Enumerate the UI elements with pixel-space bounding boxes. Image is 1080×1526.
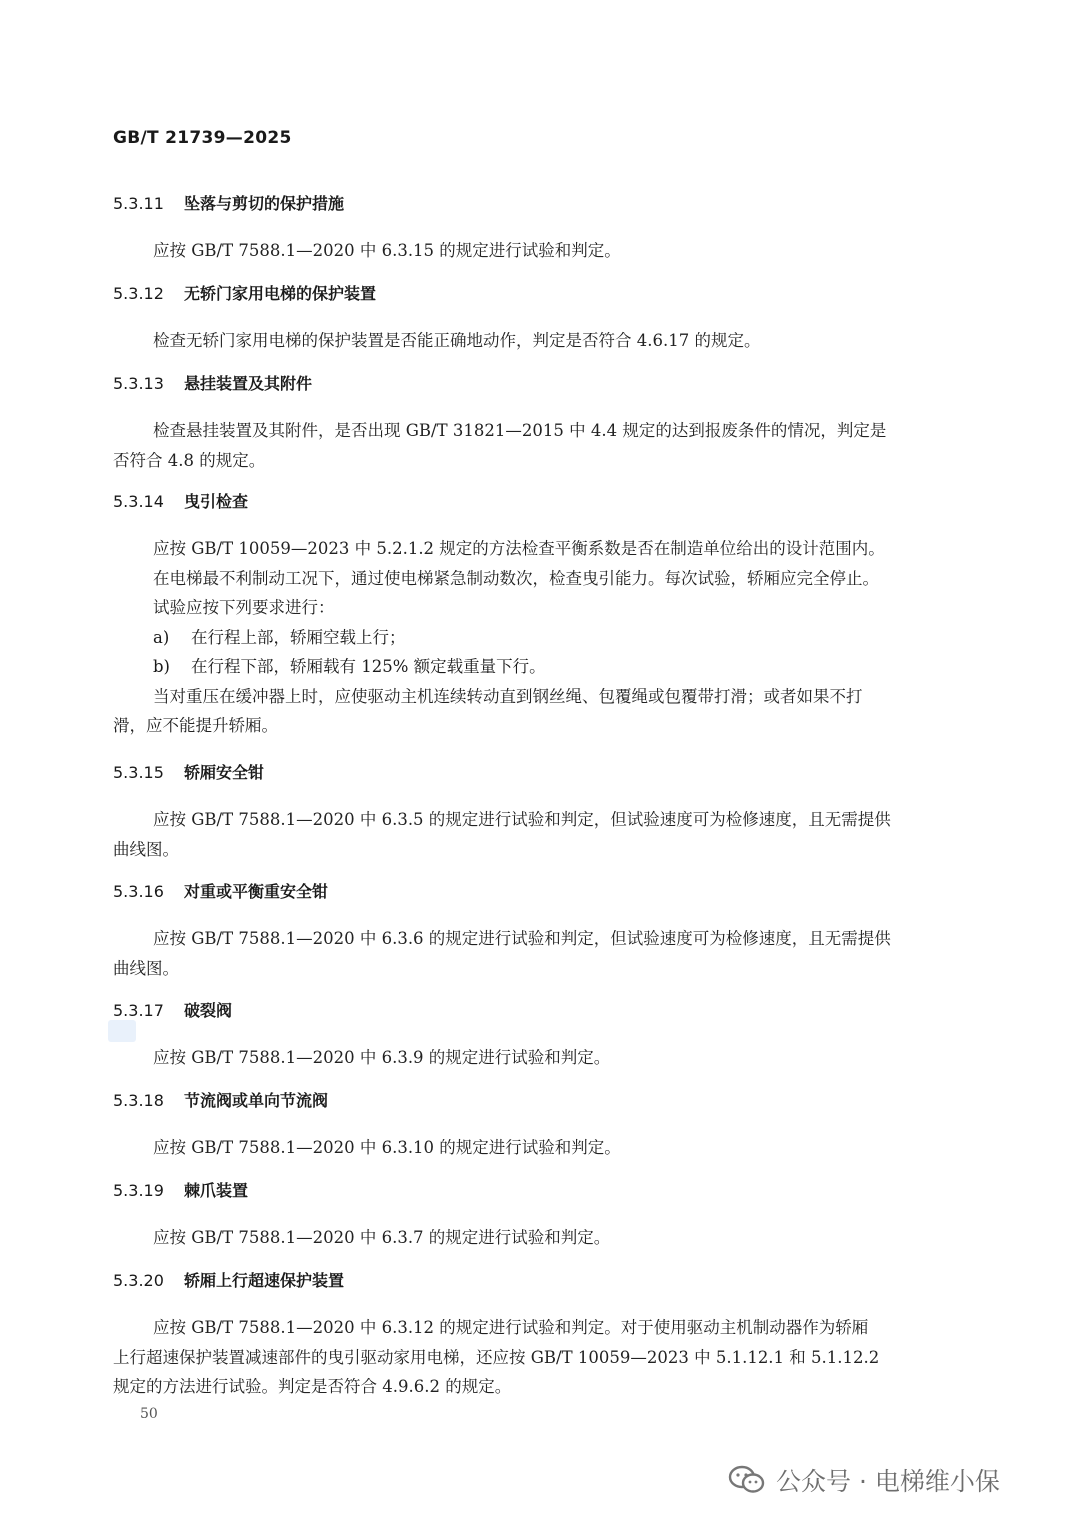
section-title: 坠落与剪切的保护措施 bbox=[184, 194, 345, 213]
section-5-3-14 bbox=[113, 490, 963, 741]
section-heading bbox=[113, 999, 963, 1023]
paragraph-continuation: 规定的方法进行试验。判定是否符合 4.9.6.2 的规定。 bbox=[113, 1377, 512, 1396]
section-heading bbox=[113, 372, 963, 396]
section-5-3-11 bbox=[113, 192, 963, 266]
section-heading bbox=[113, 761, 963, 785]
paragraph-continuation: 滑，应不能提升轿厢。 bbox=[113, 716, 278, 735]
section-5-3-18 bbox=[113, 1089, 963, 1163]
section-number: 5.3.11 bbox=[113, 194, 164, 213]
section-number: 5.3.20 bbox=[113, 1271, 164, 1290]
section-title: 轿厢上行超速保护装置 bbox=[184, 1271, 345, 1290]
paragraph-continuation: 上行超速保护装置减速部件的曳引驱动家用电梯，还应按 GB/T 10059—2023 中 5.1.12.1 和 5.1.12.2 bbox=[113, 1347, 880, 1367]
list-text: 在行程下部，轿厢载有 125% 额定载重量下行。 bbox=[191, 657, 546, 676]
section-heading bbox=[113, 1089, 963, 1113]
paragraph: 应按 GB/T 7588.1—2020 中 6.3.7 的规定进行试验和判定。 bbox=[153, 1228, 611, 1247]
paragraph-continuation: 曲线图。 bbox=[113, 958, 179, 978]
wechat-account-label: 公众号 · 电梯维小保 bbox=[776, 1467, 1000, 1496]
paragraph-continuation: 曲线图。 bbox=[113, 839, 179, 859]
section-title: 节流阀或单向节流阀 bbox=[184, 1091, 329, 1110]
paragraph: 应按 GB/T 7588.1—2020 中 6.3.10 的规定进行试验和判定。 bbox=[153, 1138, 621, 1157]
section-heading bbox=[113, 880, 963, 904]
section-title: 曳引检查 bbox=[184, 492, 249, 511]
section-5-3-20 bbox=[113, 1269, 963, 1402]
section-heading bbox=[113, 1179, 963, 1203]
section-number: 5.3.17 bbox=[113, 1001, 164, 1020]
page-number: 50 bbox=[140, 1406, 158, 1422]
section-number: 5.3.19 bbox=[113, 1181, 164, 1200]
section-5-3-12 bbox=[113, 282, 963, 356]
section-heading bbox=[113, 1269, 963, 1293]
section-title: 轿厢安全钳 bbox=[184, 763, 265, 782]
section-number: 5.3.16 bbox=[113, 882, 164, 901]
paragraph: 试验应按下列要求进行： bbox=[153, 598, 335, 617]
section-heading bbox=[113, 282, 963, 306]
section-5-3-19 bbox=[113, 1179, 963, 1253]
section-5-3-13 bbox=[113, 372, 963, 475]
section-5-3-15 bbox=[113, 761, 963, 864]
section-title: 悬挂装置及其附件 bbox=[184, 374, 313, 393]
standard-code: GB/T 21739—2025 bbox=[113, 128, 292, 148]
paragraph: 在电梯最不利制动工况下，通过使电梯紧急制动数次，检查曳引能力。每次试验，轿厢应完全停止。 bbox=[153, 568, 879, 588]
paragraph: 应按 GB/T 10059—2023 中 5.2.1.2 规定的方法检查平衡系数是否在制造单位给出的设计范围内。 bbox=[153, 539, 885, 558]
section-title: 无轿门家用电梯的保护装置 bbox=[184, 284, 377, 303]
wechat-icon bbox=[728, 1464, 766, 1496]
list-item bbox=[113, 623, 963, 653]
paragraph-continuation: 否符合 4.8 的规定。 bbox=[113, 450, 266, 470]
paragraph: 应按 GB/T 7588.1—2020 中 6.3.5 的规定进行试验和判定，但试验速度可为检修速度，且无需提供 bbox=[153, 810, 891, 829]
section-title: 棘爪装置 bbox=[184, 1181, 249, 1200]
section-title: 对重或平衡重安全钳 bbox=[184, 882, 329, 901]
section-title: 破裂阀 bbox=[184, 1001, 233, 1020]
paragraph: 当对重压在缓冲器上时，应使驱动主机连续转动直到钢丝绳、包覆绳或包覆带打滑；或者如果不打 bbox=[153, 686, 863, 706]
section-number: 5.3.12 bbox=[113, 284, 164, 303]
section-number: 5.3.14 bbox=[113, 492, 164, 511]
paragraph: 应按 GB/T 7588.1—2020 中 6.3.6 的规定进行试验和判定，但试验速度可为检修速度，且无需提供 bbox=[153, 929, 891, 948]
wechat-watermark bbox=[728, 1462, 1000, 1498]
paragraph: 应按 GB/T 7588.1—2020 中 6.3.15 的规定进行试验和判定。 bbox=[153, 241, 621, 260]
watermark-logo-icon bbox=[108, 1020, 136, 1042]
paragraph: 检查悬挂装置及其附件，是否出现 GB/T 31821—2015 中 4.4 规定的达到报废条件的情况，判定是 bbox=[153, 421, 887, 440]
paragraph: 应按 GB/T 7588.1—2020 中 6.3.12 的规定进行试验和判定。对于使用驱动主机制动器作为轿厢 bbox=[153, 1318, 869, 1337]
section-5-3-16 bbox=[113, 880, 963, 983]
paragraph: 应按 GB/T 7588.1—2020 中 6.3.9 的规定进行试验和判定。 bbox=[153, 1048, 611, 1067]
section-heading bbox=[113, 490, 963, 514]
section-number: 5.3.18 bbox=[113, 1091, 164, 1110]
list-marker: b) bbox=[153, 657, 170, 676]
paragraph: 检查无轿门家用电梯的保护装置是否能正确地动作，判定是否符合 4.6.17 的规定。 bbox=[153, 331, 761, 350]
section-number: 5.3.13 bbox=[113, 374, 164, 393]
list-marker: a) bbox=[153, 627, 170, 647]
list-item bbox=[113, 652, 963, 682]
section-number: 5.3.15 bbox=[113, 763, 164, 782]
section-5-3-17 bbox=[113, 999, 963, 1073]
section-heading bbox=[113, 192, 963, 216]
list-text: 在行程上部，轿厢空载上行； bbox=[191, 627, 406, 647]
